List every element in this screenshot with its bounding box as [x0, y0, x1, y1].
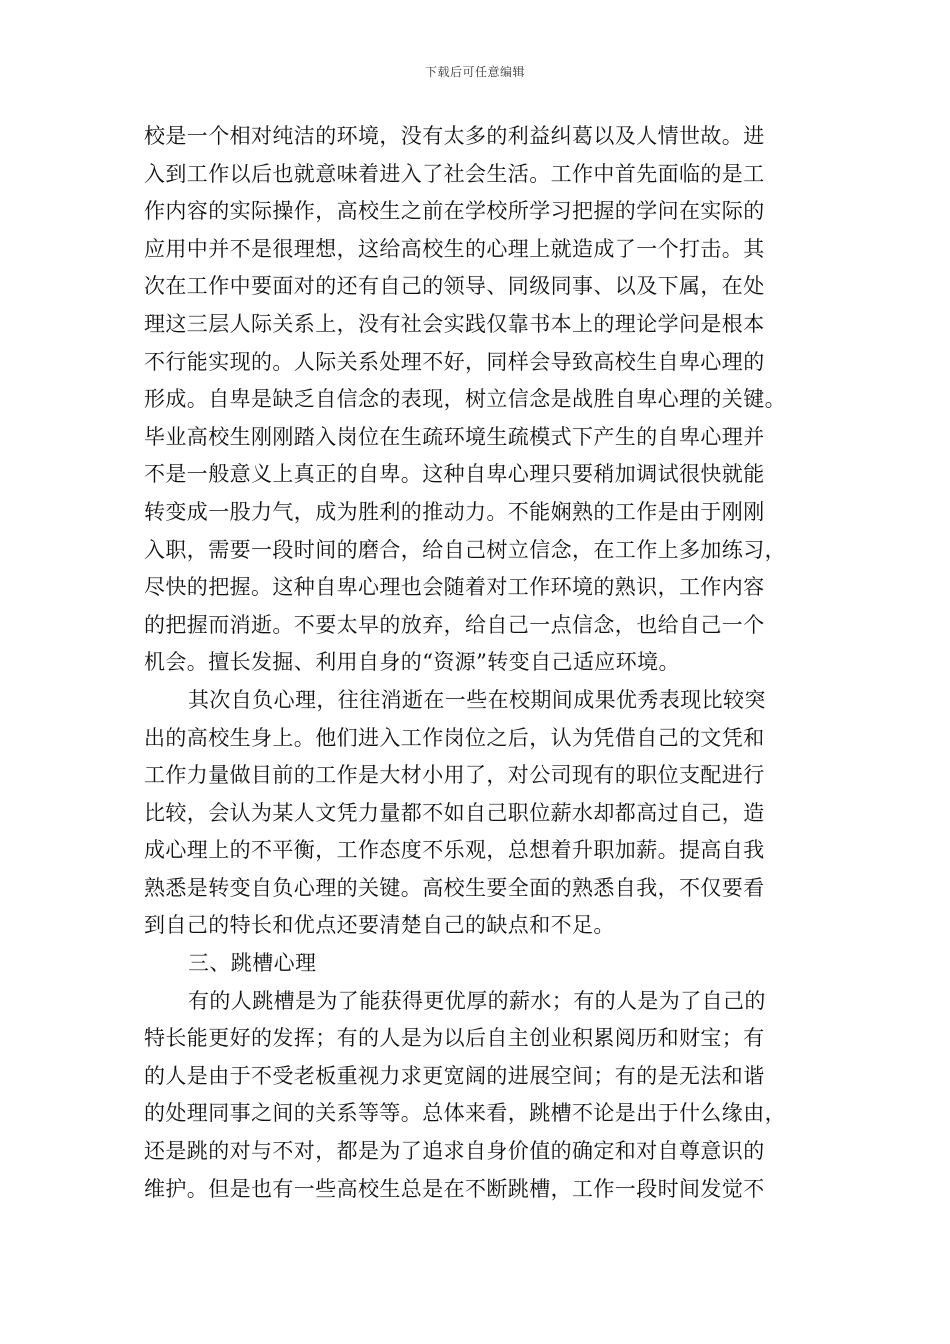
- text-line: 比较，会认为某人文凭力量都不如自己职位薪水却都高过自己，造: [144, 800, 765, 825]
- text-line: 转变成一股力气，成为胜利的推动力。不能娴熟的工作是由于刚刚: [144, 499, 765, 524]
- text-line: 作内容的实际操作，高校生之前在学校所学习把握的学问在实际的: [144, 199, 765, 224]
- text-line: 的人是由于不受老板重视力求更宽阔的进展空间；有的是无法和谐: [144, 1063, 765, 1088]
- body-text: [144, 118, 824, 1208]
- text-line: 形成。自卑是缺乏自信念的表现，树立信念是战胜自卑心理的关键。: [144, 387, 786, 412]
- text-line: 的把握而消逝。不要太早的放弃，给自己一点信念，也给自己一个: [144, 612, 765, 637]
- text-line: 入到工作以后也就意味着进入了社会生活。工作中首先面临的是工: [144, 161, 765, 186]
- text-line: 有的人跳槽是为了能获得更优厚的薪水；有的人是为了自己的: [188, 988, 766, 1013]
- text-line: 维护。但是也有一些高校生总是在不断跳槽，工作一段时间发觉不: [144, 1176, 765, 1201]
- text-line: 应用中并不是很理想，这给高校生的心理上就造成了一个打击。其: [144, 236, 765, 261]
- text-line: 理这三层人际关系上，没有社会实践仅靠书本上的理论学问是根本: [144, 311, 765, 336]
- text-line: 不是一般意义上真正的自卑。这种自卑心理只要稍加调试很快就能: [144, 462, 765, 487]
- text-line: 熟悉是转变自负心理的关键。高校生要全面的熟悉自我，不仅要看: [144, 875, 765, 900]
- text-line: 毕业高校生刚刚踏入岗位在生疏环境生疏模式下产生的自卑心理并: [144, 424, 765, 449]
- text-line: 到自己的特长和优点还要清楚自己的缺点和不足。: [144, 913, 615, 938]
- text-line: 机会。擅长发掘、利用自身的“资源”转变自己适应环境。: [144, 650, 680, 675]
- text-line: 尽快的把握。这种自卑心理也会随着对工作环境的熟识，工作内容: [144, 575, 765, 600]
- text-line: 入职，需要一段时间的磨合，给自己树立信念，在工作上多加练习，: [144, 537, 786, 562]
- text-line: 不行能实现的。人际关系处理不好，同样会导致高校生自卑心理的: [144, 349, 765, 374]
- text-line: 出的高校生身上。他们进入工作岗位之后，认为凭借自己的文凭和: [144, 725, 765, 750]
- text-line: 的处理同事之间的关系等等。总体来看，跳槽不论是出于什么缘由，: [144, 1101, 786, 1126]
- text-line: 三、跳槽心理: [188, 951, 317, 976]
- text-line: 工作力量做目前的工作是大材小用了，对公司现有的职位支配进行: [144, 763, 765, 788]
- text-line: 成心理上的不平衡，工作态度不乐观，总想着升职加薪。提高自我: [144, 838, 765, 863]
- text-line: 特长能更好的发挥；有的人是为以后自主创业积累阅历和财宝；有: [144, 1026, 765, 1051]
- text-line: 还是跳的对与不对，都是为了追求自身价值的确定和对自尊意识的: [144, 1139, 765, 1164]
- text-line: 其次自负心理，往往消逝在一些在校期间成果优秀表现比较突: [188, 687, 766, 712]
- text-line: 次在工作中要面对的还有自己的领导、同级同事、以及下属，在处: [144, 274, 765, 299]
- page-header: 下载后可任意编辑: [424, 65, 525, 79]
- text-line: 校是一个相对纯洁的环境，没有太多的利益纠葛以及人情世故。进: [144, 124, 765, 148]
